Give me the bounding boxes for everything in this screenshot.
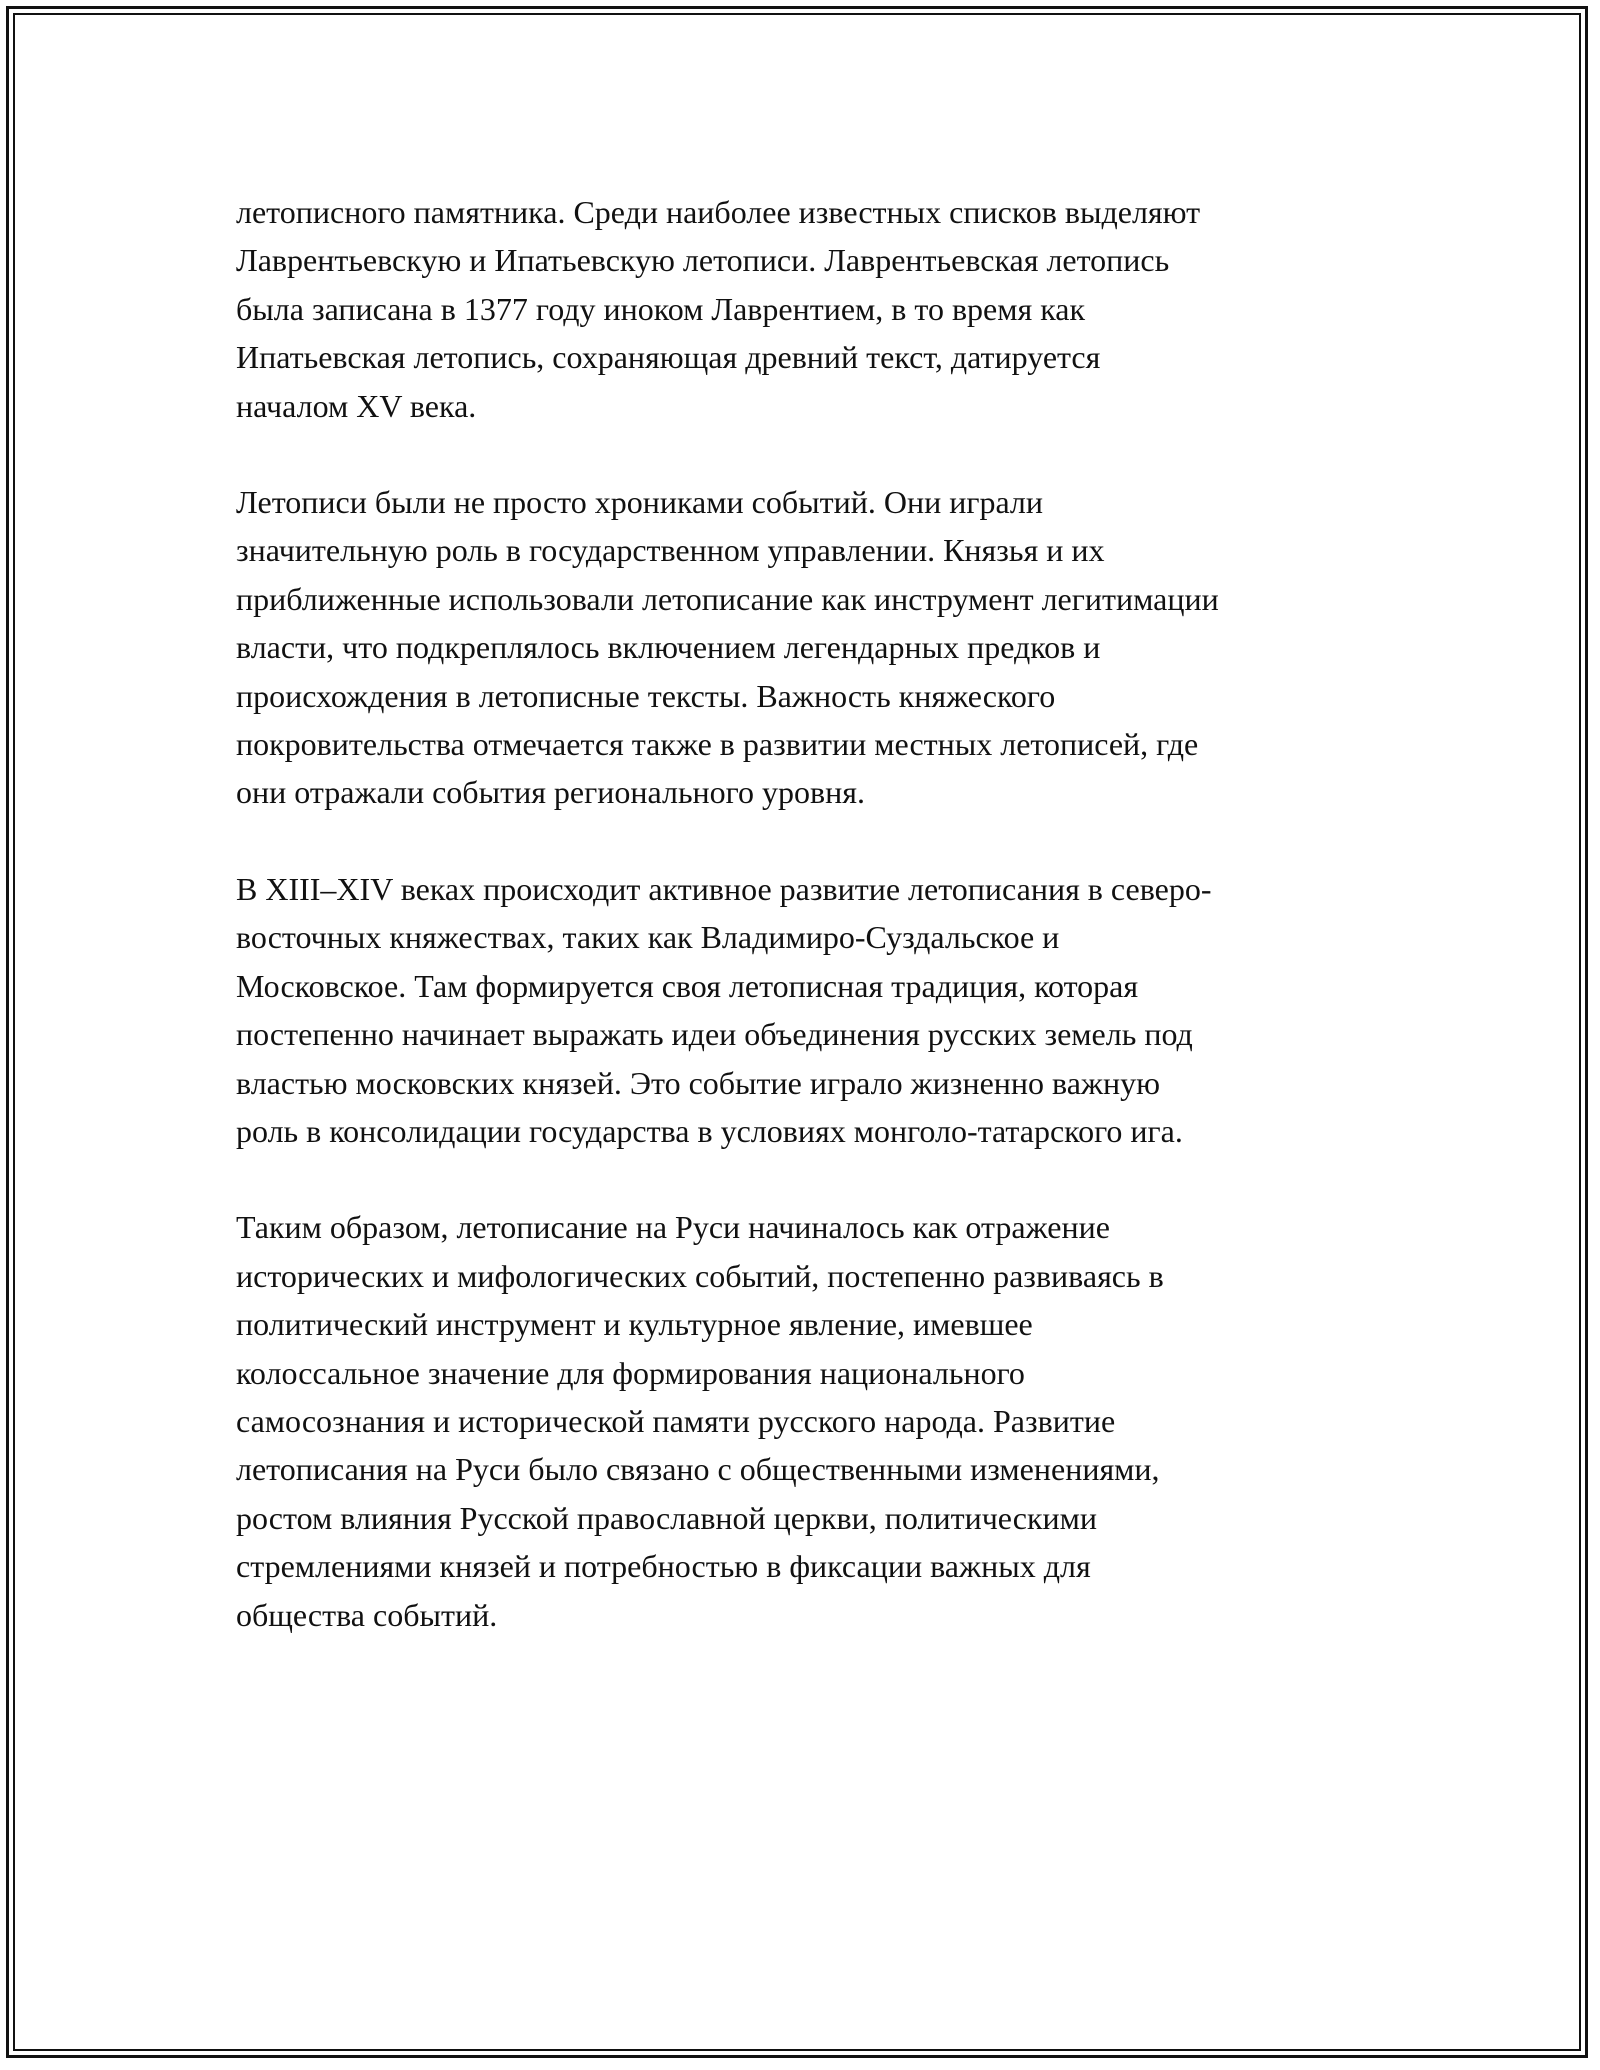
- text-line: общества событий.: [236, 1596, 498, 1633]
- text-line: роль в консолидации государства в условиях монголо-татарского ига.: [236, 1112, 1183, 1149]
- text-line: самосознания и исторической памяти русского народа. Развитие: [236, 1402, 1116, 1439]
- text-line: летописания на Руси было связано с общественными изменениями,: [236, 1451, 1160, 1488]
- text-line: они отражали события регионального уровня.: [236, 774, 865, 811]
- text-line: восточных княжествах, таких как Владимиро-Суздальское и: [236, 919, 1060, 956]
- text-line: покровительства отмечается также в развитии местных летописей, где: [236, 726, 1199, 763]
- text-line: была записана в 1377 году иноком Лаврентием, в то время как: [236, 290, 1086, 327]
- text-line: Московское. Там формируется своя летописная традиция, которая: [236, 967, 1139, 1004]
- text-line: колоссальное значение для формирования национального: [236, 1354, 1025, 1391]
- text-line: властью московских князей. Это событие играло жизненно важную: [236, 1064, 1161, 1101]
- paragraph-1: [236, 188, 1376, 430]
- text-line: началом XV века.: [236, 387, 477, 424]
- text-line: Таким образом, летописание на Руси начиналось как отражение: [236, 1209, 1110, 1246]
- text-line: Ипатьевская летопись, сохраняющая древний текст, датируется: [236, 339, 1101, 376]
- document-body: [236, 188, 1376, 1687]
- text-line: приближенные использовали летописание как инструмент легитимации: [236, 580, 1219, 617]
- text-line: ростом влияния Русской православной церкви, политическими: [236, 1499, 1098, 1536]
- text-line: власти, что подкреплялось включением легендарных предков и: [236, 629, 1101, 666]
- text-line: летописного памятника. Среди наиболее известных списков выделяют: [236, 194, 1201, 230]
- text-line: постепенно начинает выражать идеи объединения русских земель под: [236, 1016, 1193, 1053]
- paragraph-3: [236, 865, 1376, 1155]
- text-line: В XIII–XIV веках происходит активное развитие летописания в северо-: [236, 870, 1212, 907]
- paragraph-2: [236, 478, 1376, 817]
- text-line: Летописи были не просто хрониками событий. Они играли: [236, 484, 1044, 521]
- paragraph-4: [236, 1203, 1376, 1639]
- text-line: происхождения в летописные тексты. Важность княжеского: [236, 677, 1056, 714]
- text-line: значительную роль в государственном управлении. Князья и их: [236, 532, 1105, 569]
- text-line: политический инструмент и культурное явление, имевшее: [236, 1306, 1033, 1343]
- text-line: Лаврентьевскую и Ипатьевскую летописи. Лаврентьевская летопись: [236, 242, 1170, 279]
- text-line: исторических и мифологических событий, постепенно развиваясь в: [236, 1257, 1164, 1294]
- text-line: стремлениями князей и потребностью в фиксации важных для: [236, 1548, 1091, 1585]
